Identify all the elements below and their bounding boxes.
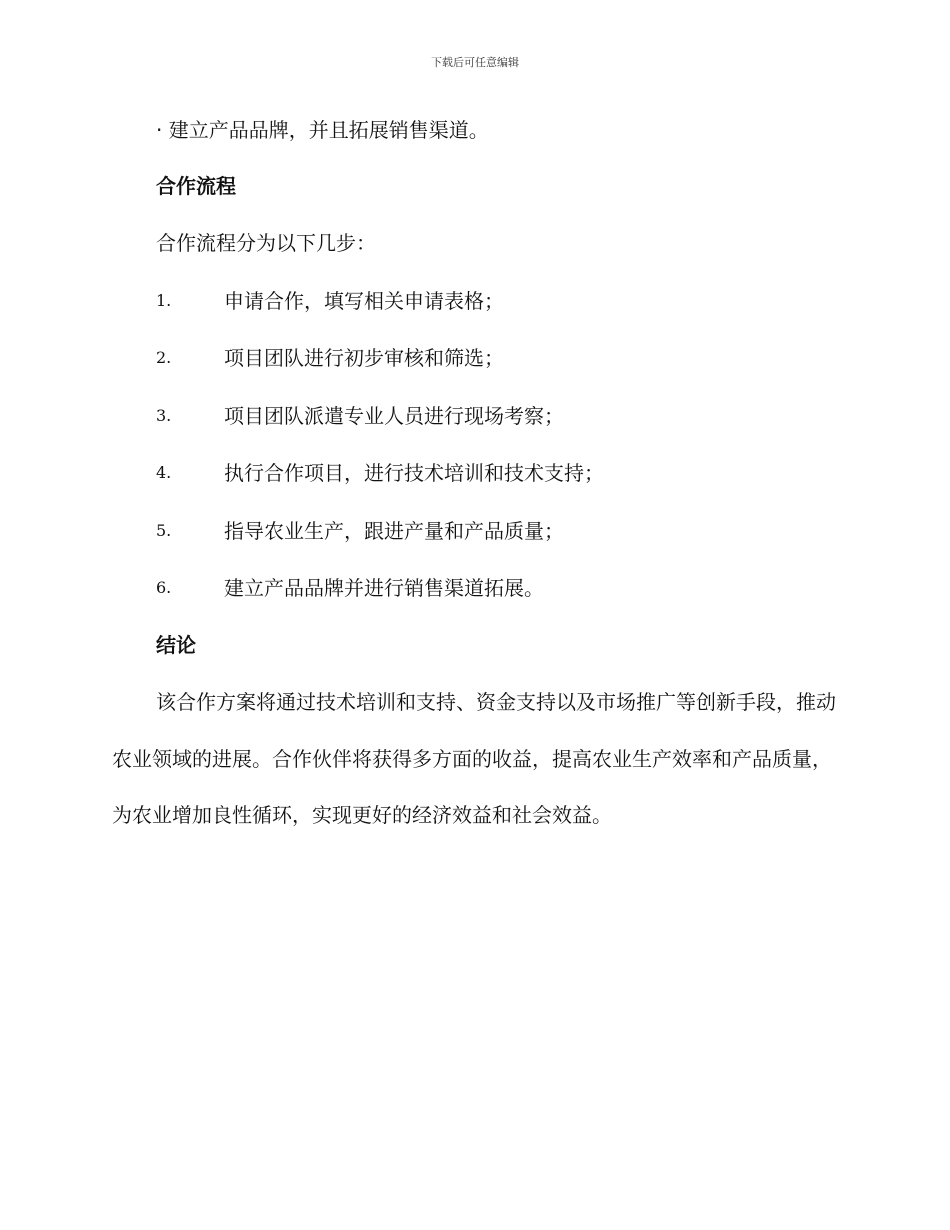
conclusion-paragraph: 该合作方案将通过技术培训和支持、资金支持以及市场推广等创新手段，推动农业领域的进展。合作伙伴将获得多方面的收益，提高农业生产效率和产品质量，为农业增加良性循环，实现更好的经济效益和社会效益。 [112, 690, 836, 827]
list-item-text: 指导农业生产，跟进产量和产品质量； [224, 519, 564, 543]
list-item-number: 3. [156, 406, 172, 425]
list-item-text: 申请合作，填写相关申请表格； [224, 289, 504, 313]
process-intro: 合作流程分为以下几步： [156, 231, 376, 255]
list-item-number: 4. [156, 463, 172, 482]
section-heading-conclusion: 结论 [156, 633, 196, 657]
bullet-item: · 建立产品品牌，并且拓展销售渠道。 [156, 118, 489, 142]
section-heading-process: 合作流程 [156, 174, 236, 198]
list-item-text: 项目团队进行初步审核和筛选； [224, 346, 504, 370]
list-item-number: 6. [156, 578, 172, 597]
list-item-text: 执行合作项目，进行技术培训和技术支持； [224, 461, 604, 485]
page-header-note: 下载后可任意编辑 [431, 56, 519, 69]
list-item-number: 1. [156, 291, 172, 310]
list-item-number: 5. [156, 521, 172, 540]
list-item-text: 项目团队派遣专业人员进行现场考察； [224, 404, 564, 428]
list-item-text: 建立产品品牌并进行销售渠道拓展。 [224, 576, 544, 600]
list-item-number: 2. [156, 348, 172, 367]
